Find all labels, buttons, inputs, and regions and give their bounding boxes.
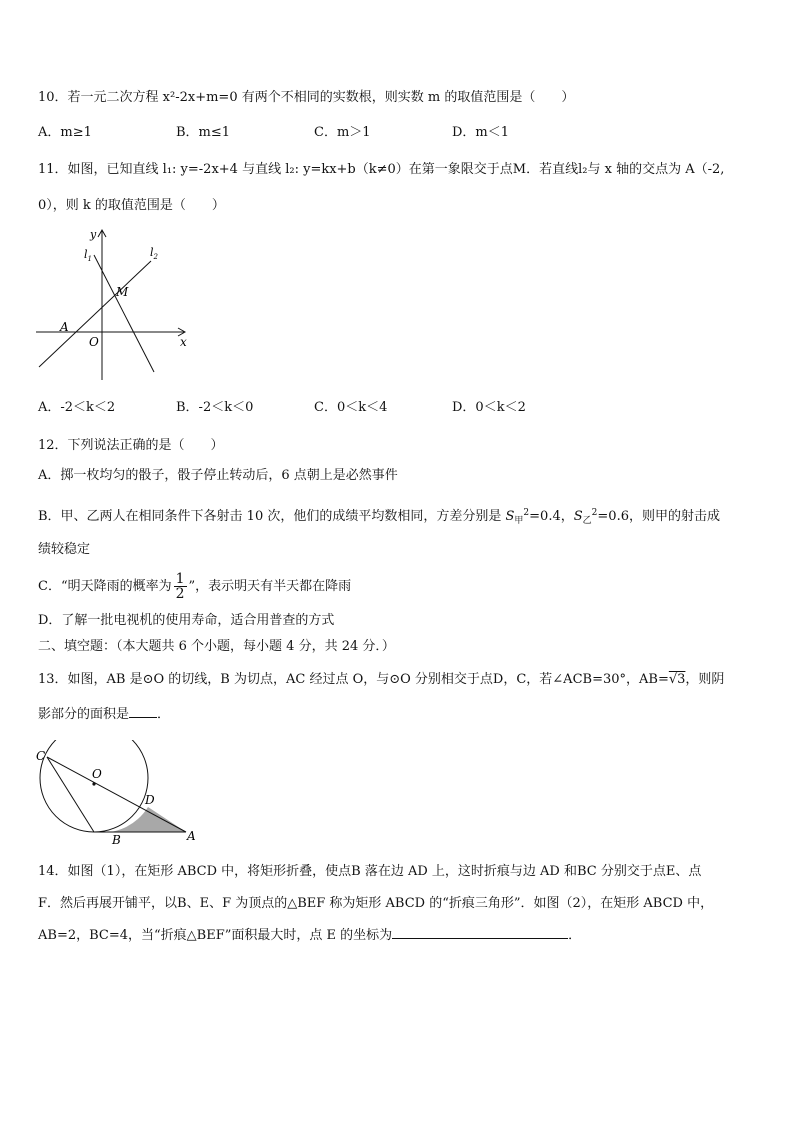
- label-l1: $l_1$: [84, 248, 92, 263]
- q10-option-b: B．m≤1: [176, 125, 231, 140]
- label-o: O: [89, 335, 99, 349]
- q13-figure: [30, 740, 205, 850]
- label-l2: $l_2$: [150, 246, 158, 261]
- circle-o: [40, 740, 148, 832]
- q11-option-c: C．0＜k＜4: [314, 400, 388, 415]
- answer-blank: [392, 938, 568, 939]
- answer-blank: [129, 717, 157, 718]
- q12-option-b-line2: 绩较稳定: [38, 542, 91, 557]
- q12-option-a: A．掷一枚均匀的骰子，骰子停止转动后，6 点朝上是必然事件: [38, 468, 398, 483]
- label-a: A: [60, 320, 69, 334]
- segment-ca: [47, 757, 186, 832]
- shaded-region: [94, 807, 186, 833]
- label-b: B: [112, 833, 121, 847]
- q11-option-a: A．-2＜k＜2: [38, 400, 116, 415]
- q14-line1: 14．如图（1），在矩形 ABCD 中，将矩形折叠，使点B 落在边 AD 上，这时折痕与边 AD 和BC 分别交于点E、点: [38, 864, 702, 879]
- label-x: x: [180, 335, 187, 349]
- q11-figure: [30, 225, 200, 385]
- fraction-one-half: $\frac{1}{2}$: [175, 571, 185, 602]
- q12-stem: 12．下列说法正确的是（ ）: [38, 438, 224, 453]
- q11-stem-line2: 0），则 k 的取值范围是（ ）: [38, 198, 225, 213]
- label-y: y: [90, 228, 97, 241]
- q10-option-c: C．m＞1: [314, 125, 371, 140]
- line-l2: [39, 261, 151, 367]
- q11-option-b: B．-2＜k＜0: [176, 400, 254, 415]
- segment-cb: [47, 757, 94, 832]
- label-d: D: [145, 793, 155, 807]
- center-point: [92, 782, 95, 785]
- q12-option-d: D．了解一批电视机的使用寿命，适合用普查的方式: [38, 613, 335, 628]
- q14-line3: AB=2，BC=4，当“折痕△BEF”面积最大时，点 E 的坐标为 ．: [38, 928, 582, 943]
- q12-option-c: C．“明天降雨的概率为 $\frac{1}{2}$ ”，表示明天有半天都在降雨: [38, 571, 352, 602]
- q14-line2: F．然后再展开铺平，以B、E、F 为顶点的△BEF 称为矩形 ABCD 的“折痕三角形”．如图（2），在矩形 ABCD 中，: [38, 896, 714, 911]
- q13-stem-line2: 影部分的面积是 ．: [38, 707, 171, 722]
- label-m: M: [116, 285, 129, 299]
- q13-stem-line1: 13．如图，AB 是⊙O 的切线，B 为切点，AC 经过点 O，与⊙O 分别相交于点D，C，若∠ACB=30°，AB=√3，则阴: [38, 672, 725, 687]
- q10-stem: 10．若一元二次方程 x²-2x+m=0 有两个不相同的实数根，则实数 m 的取值范围是（ ）: [38, 90, 575, 105]
- q11-stem-line1: 11．如图，已知直线 l₁: y=-2x+4 与直线 l₂: y=kx+b（k≠0）在第一象限交于点M．若直线l₂与 x 轴的交点为 A（-2,: [38, 162, 725, 177]
- label-a: A: [187, 829, 196, 843]
- q10-option-a: A．m≥1: [38, 125, 92, 140]
- label-c: C: [36, 749, 46, 763]
- q11-option-d: D．0＜k＜2: [452, 400, 526, 415]
- q12-option-b: B．甲、乙两人在相同条件下各射击 10 次，他们的成绩平均数相同，方差分别是 $S_甲^2=0.4$，$S_乙^2=0.6$，则甲的射击成: [38, 508, 720, 526]
- q10-option-d: D．m＜1: [452, 125, 510, 140]
- section-fill-in-blank: 二、填空题：（本大题共 6 个小题，每小题 4 分，共 24 分．）: [38, 639, 395, 654]
- line-l1: [94, 255, 154, 372]
- label-o: O: [92, 767, 102, 781]
- sqrt-three: √3: [668, 672, 686, 687]
